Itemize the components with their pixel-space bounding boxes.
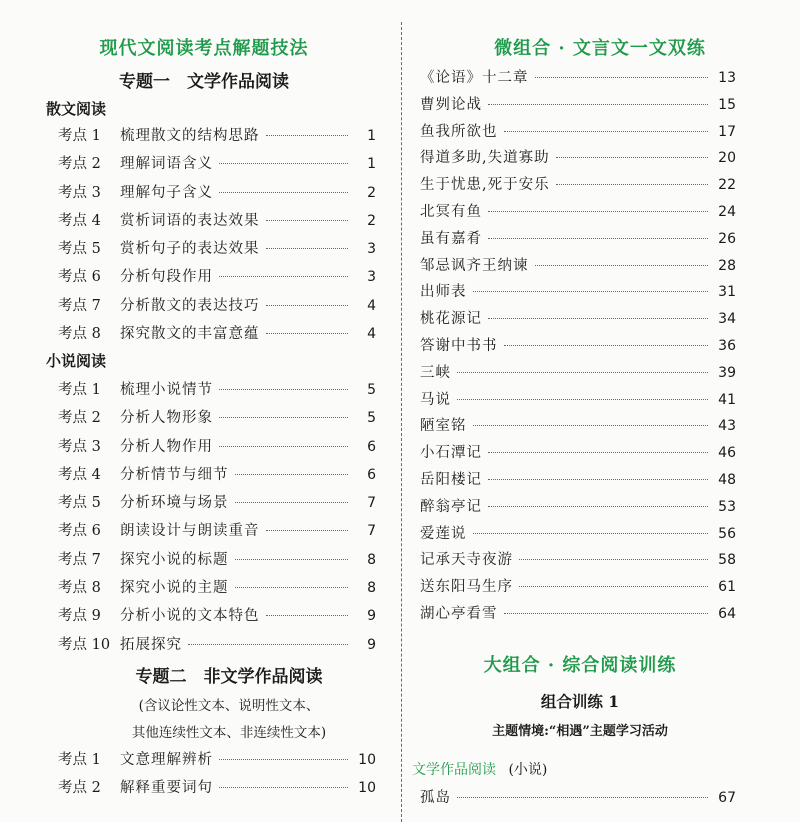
lit-reading-line bbox=[412, 759, 547, 779]
toc-page-number: 1 bbox=[367, 128, 376, 144]
classical-texts-list bbox=[420, 66, 736, 629]
toc-item-title: 分析情节与细节 bbox=[120, 466, 229, 483]
leader-dots bbox=[473, 291, 709, 292]
toc-item-label: 考点 9 bbox=[58, 608, 101, 625]
toc-item-title: 三峡 bbox=[420, 364, 451, 381]
toc-page-number: 9 bbox=[367, 608, 376, 625]
leader-dots bbox=[266, 333, 349, 334]
leader-dots bbox=[266, 615, 349, 616]
toc-item-label: 考点 1 bbox=[58, 382, 101, 398]
toc-row[interactable] bbox=[50, 378, 376, 406]
toc-item-title: 陋室铭 bbox=[420, 418, 467, 435]
leader-dots bbox=[488, 211, 708, 212]
novel-list bbox=[50, 378, 376, 661]
toc-page-number: 6 bbox=[367, 438, 376, 455]
toc-item-label: 考点 6 bbox=[58, 269, 101, 286]
toc-page-number: 7 bbox=[367, 495, 376, 512]
toc-row[interactable] bbox=[420, 602, 736, 629]
toc-page-number: 3 bbox=[367, 241, 376, 258]
toc-page-number: 3 bbox=[367, 269, 376, 286]
leader-dots bbox=[219, 389, 348, 390]
toc-item-title: 记承天寺夜游 bbox=[420, 552, 513, 569]
toc-row[interactable] bbox=[420, 200, 736, 227]
toc-item-title: 桃花源记 bbox=[420, 311, 482, 328]
toc-item-title: 赏析词语的表达效果 bbox=[120, 212, 260, 229]
toc-row[interactable] bbox=[420, 307, 736, 334]
toc-item-title: 得道多助,失道寡助 bbox=[420, 150, 550, 167]
toc-row[interactable] bbox=[50, 181, 376, 209]
toc-page-number: 41 bbox=[718, 391, 736, 408]
toc-row[interactable] bbox=[420, 254, 736, 281]
toc-item-title: 分析人物形象 bbox=[120, 410, 213, 427]
leader-dots bbox=[266, 135, 349, 136]
leader-dots bbox=[219, 192, 348, 193]
toc-row[interactable] bbox=[50, 576, 376, 604]
topic2-note-line1: (含议论性文本、说明性文本、 bbox=[138, 698, 320, 714]
toc-item-title: 虽有嘉肴 bbox=[420, 230, 482, 247]
toc-item-title: 拓展探究 bbox=[120, 636, 182, 653]
leader-dots bbox=[235, 559, 349, 560]
toc-page-number: 58 bbox=[718, 552, 736, 569]
toc-page-number: 8 bbox=[367, 580, 376, 597]
toc-item-label: 考点 7 bbox=[58, 297, 101, 314]
toc-item-title: 送东阳马生序 bbox=[420, 579, 513, 596]
toc-row[interactable] bbox=[420, 361, 736, 388]
leader-dots bbox=[504, 613, 709, 614]
toc-item-title: 生于忧患,死于安乐 bbox=[420, 177, 550, 194]
left-column bbox=[28, 0, 380, 800]
toc-item-title: 分析小说的文本特色 bbox=[120, 608, 260, 625]
lit-reading-label: 文学作品阅读 bbox=[412, 762, 496, 778]
toc-item-label: 考点 2 bbox=[58, 410, 101, 427]
toc-page-number: 24 bbox=[718, 203, 736, 220]
toc-item-title: 分析句段作用 bbox=[120, 269, 213, 286]
toc-page-number: 4 bbox=[367, 326, 376, 343]
toc-item-title: 分析人物作用 bbox=[120, 438, 213, 455]
toc-page-number: 39 bbox=[718, 364, 736, 381]
leader-dots bbox=[488, 318, 708, 319]
toc-page-number: 34 bbox=[718, 311, 736, 328]
toc-row[interactable] bbox=[420, 280, 736, 307]
toc-item-title: 爱莲说 bbox=[420, 525, 467, 542]
toc-page-number: 61 bbox=[718, 579, 736, 596]
leader-dots bbox=[519, 586, 708, 587]
toc-row[interactable] bbox=[420, 522, 736, 549]
toc-row[interactable] bbox=[50, 633, 376, 661]
toc-item-label: 考点 8 bbox=[58, 326, 101, 343]
toc-page-number: 6 bbox=[367, 466, 376, 483]
toc-item-title: 赏析句子的表达效果 bbox=[120, 241, 260, 258]
column-divider bbox=[401, 22, 402, 822]
toc-row[interactable] bbox=[50, 604, 376, 632]
toc-item-label: 考点 3 bbox=[58, 184, 101, 201]
toc-item-label: 考点 4 bbox=[58, 466, 101, 483]
toc-row[interactable] bbox=[50, 406, 376, 434]
toc-page-number: 5 bbox=[367, 410, 376, 427]
toc-item-label: 考点 1 bbox=[58, 752, 101, 768]
toc-page-number: 10 bbox=[358, 780, 376, 796]
toc-item-title: 湖心亭看雪 bbox=[420, 605, 498, 622]
toc-item-title: 北冥有鱼 bbox=[420, 203, 482, 220]
toc-row[interactable] bbox=[50, 491, 376, 519]
leader-dots bbox=[473, 533, 709, 534]
toc-item-label: 考点 10 bbox=[58, 636, 111, 653]
leader-dots bbox=[556, 184, 708, 185]
toc-page-number: 43 bbox=[718, 418, 736, 435]
toc-row[interactable] bbox=[420, 575, 736, 602]
left-title: 现代文阅读考点解题技法 bbox=[99, 38, 309, 59]
toc-row[interactable] bbox=[420, 786, 736, 807]
toc-page-number: 10 bbox=[358, 752, 376, 768]
leader-dots bbox=[473, 425, 709, 426]
toc-page-number: 67 bbox=[718, 790, 736, 806]
leader-dots bbox=[266, 305, 349, 306]
toc-row[interactable] bbox=[50, 519, 376, 547]
leader-dots bbox=[457, 399, 708, 400]
toc-row[interactable] bbox=[50, 748, 376, 776]
toc-page-number: 1 bbox=[367, 156, 376, 173]
toc-item-label: 考点 3 bbox=[58, 438, 101, 455]
toc-item-label: 考点 8 bbox=[58, 580, 101, 597]
toc-page-number: 9 bbox=[367, 636, 376, 653]
toc-page-number: 26 bbox=[718, 230, 736, 247]
toc-item-label: 考点 1 bbox=[58, 128, 101, 144]
toc-item-title: 马说 bbox=[420, 391, 451, 408]
leader-dots bbox=[219, 417, 348, 418]
toc-row[interactable] bbox=[420, 173, 736, 200]
toc-row[interactable] bbox=[50, 463, 376, 491]
toc-page-number: 5 bbox=[367, 382, 376, 398]
toc-item-label: 考点 2 bbox=[58, 156, 101, 173]
toc-row[interactable] bbox=[50, 294, 376, 322]
leader-dots bbox=[535, 77, 709, 78]
toc-page-number: 2 bbox=[367, 212, 376, 229]
toc-page-number: 7 bbox=[367, 523, 376, 540]
toc-page-number: 22 bbox=[718, 177, 736, 194]
leader-dots bbox=[488, 452, 708, 453]
toc-page-number: 36 bbox=[718, 337, 736, 354]
toc-item-title: 醉翁亭记 bbox=[420, 498, 482, 515]
toc-page-number: 2 bbox=[367, 184, 376, 201]
leader-dots bbox=[488, 238, 708, 239]
leader-dots bbox=[266, 220, 349, 221]
leader-dots bbox=[219, 446, 348, 447]
right-title2: 大组合 · 综合阅读训练 bbox=[483, 655, 677, 676]
toc-item-title: 探究小说的标题 bbox=[120, 551, 229, 568]
section-heading-prose: 散文阅读 bbox=[46, 100, 107, 118]
topic2-heading: 专题二 非文学作品阅读 bbox=[135, 667, 323, 687]
toc-page-number: 13 bbox=[718, 70, 736, 86]
toc-item-title: 探究小说的主题 bbox=[120, 580, 229, 597]
toc-item-title: 朗读设计与朗读重音 bbox=[120, 523, 260, 540]
leader-dots bbox=[235, 502, 349, 503]
toc-row[interactable] bbox=[50, 124, 376, 152]
leader-dots bbox=[235, 587, 349, 588]
toc-item-label: 考点 4 bbox=[58, 212, 101, 229]
toc-row[interactable] bbox=[420, 334, 736, 361]
leader-dots bbox=[235, 474, 349, 475]
leader-dots bbox=[535, 265, 709, 266]
leader-dots bbox=[219, 759, 348, 760]
toc-page-number: 64 bbox=[718, 605, 736, 622]
toc-page-number: 56 bbox=[718, 525, 736, 542]
toc-row[interactable] bbox=[420, 120, 736, 147]
toc-row[interactable] bbox=[50, 265, 376, 293]
toc-row[interactable] bbox=[50, 237, 376, 265]
section-heading-novel: 小说阅读 bbox=[46, 352, 107, 370]
leader-dots bbox=[556, 157, 708, 158]
toc-item-title: 《论语》十二章 bbox=[420, 70, 529, 86]
toc-page-number: 15 bbox=[718, 96, 736, 113]
toc-row[interactable] bbox=[50, 435, 376, 463]
prose-list bbox=[50, 124, 376, 350]
topic2-note-line2: 其他连续性文本、非连续性文本) bbox=[131, 725, 327, 741]
toc-item-title: 理解词语含义 bbox=[120, 156, 213, 173]
toc-item-title: 邹忌讽齐王纳谏 bbox=[420, 257, 529, 274]
toc-row[interactable] bbox=[420, 227, 736, 254]
toc-item-title: 曹刿论战 bbox=[420, 96, 482, 113]
toc-row[interactable] bbox=[420, 66, 736, 93]
toc-item-title: 分析散文的表达技巧 bbox=[120, 297, 260, 314]
toc-item-label: 考点 5 bbox=[58, 495, 101, 512]
topic2-list bbox=[50, 748, 376, 804]
leader-dots bbox=[457, 372, 708, 373]
leader-dots bbox=[266, 530, 349, 531]
toc-item-title: 岳阳楼记 bbox=[420, 471, 482, 488]
right-column bbox=[412, 0, 780, 806]
toc-item-title: 鱼我所欲也 bbox=[420, 123, 498, 140]
toc-page-number: 31 bbox=[718, 284, 736, 301]
combo-heading: 组合训练 1 bbox=[540, 692, 620, 711]
toc-row[interactable] bbox=[420, 388, 736, 415]
toc-page-number: 17 bbox=[718, 123, 736, 140]
toc-page-number: 28 bbox=[718, 257, 736, 274]
toc-page-number: 46 bbox=[718, 445, 736, 462]
toc-item-title: 答谢中书书 bbox=[420, 337, 498, 354]
toc-item-title: 小石潭记 bbox=[420, 445, 482, 462]
toc-item-title: 解释重要词句 bbox=[120, 780, 213, 796]
toc-row[interactable] bbox=[420, 548, 736, 575]
toc-item-label: 考点 2 bbox=[58, 780, 101, 796]
leader-dots bbox=[504, 131, 709, 132]
leader-dots bbox=[488, 479, 708, 480]
leader-dots bbox=[219, 163, 348, 164]
toc-item-label: 考点 6 bbox=[58, 523, 101, 540]
toc-row[interactable] bbox=[420, 146, 736, 173]
toc-row[interactable] bbox=[50, 209, 376, 237]
leader-dots bbox=[504, 345, 709, 346]
toc-page-number: 8 bbox=[367, 551, 376, 568]
toc-item-title: 梳理散文的结构思路 bbox=[120, 128, 260, 144]
leader-dots bbox=[188, 644, 348, 645]
toc-row[interactable] bbox=[420, 414, 736, 441]
toc-item-title: 探究散文的丰富意蕴 bbox=[120, 326, 260, 343]
toc-row[interactable] bbox=[420, 93, 736, 120]
leader-dots bbox=[457, 797, 708, 798]
toc-row[interactable] bbox=[50, 322, 376, 350]
leader-dots bbox=[488, 506, 708, 507]
leader-dots bbox=[219, 787, 348, 788]
topic1-heading: 专题一 文学作品阅读 bbox=[119, 72, 289, 92]
leader-dots bbox=[488, 104, 708, 105]
toc-item-title: 梳理小说情节 bbox=[120, 382, 213, 398]
toc-item-title: 分析环境与场景 bbox=[120, 495, 229, 512]
toc-page-number: 4 bbox=[367, 297, 376, 314]
toc-item-title: 出师表 bbox=[420, 284, 467, 301]
toc-item-title: 文意理解辨析 bbox=[120, 752, 213, 768]
scenario-line: 主题情境:“相遇”主题学习活动 bbox=[492, 724, 668, 739]
toc-item-label: 考点 5 bbox=[58, 241, 101, 258]
leader-dots bbox=[519, 559, 708, 560]
toc-page-number: 20 bbox=[718, 150, 736, 167]
toc-item-title: 孤岛 bbox=[420, 790, 451, 806]
toc-row[interactable] bbox=[50, 152, 376, 180]
right-title: 微组合 · 文言文一文双练 bbox=[494, 38, 706, 59]
toc-row[interactable] bbox=[420, 495, 736, 522]
toc-page-number: 48 bbox=[718, 471, 736, 488]
leader-dots bbox=[266, 248, 349, 249]
lit-reading-sub: (小说) bbox=[508, 762, 548, 778]
toc-row[interactable] bbox=[420, 468, 736, 495]
leader-dots bbox=[219, 276, 348, 277]
toc-item-label: 考点 7 bbox=[58, 551, 101, 568]
last-item-wrap bbox=[420, 786, 736, 807]
toc-row[interactable] bbox=[420, 441, 736, 468]
toc-page-number: 53 bbox=[718, 498, 736, 515]
toc-item-title: 理解句子含义 bbox=[120, 184, 213, 201]
toc-row[interactable] bbox=[50, 548, 376, 576]
